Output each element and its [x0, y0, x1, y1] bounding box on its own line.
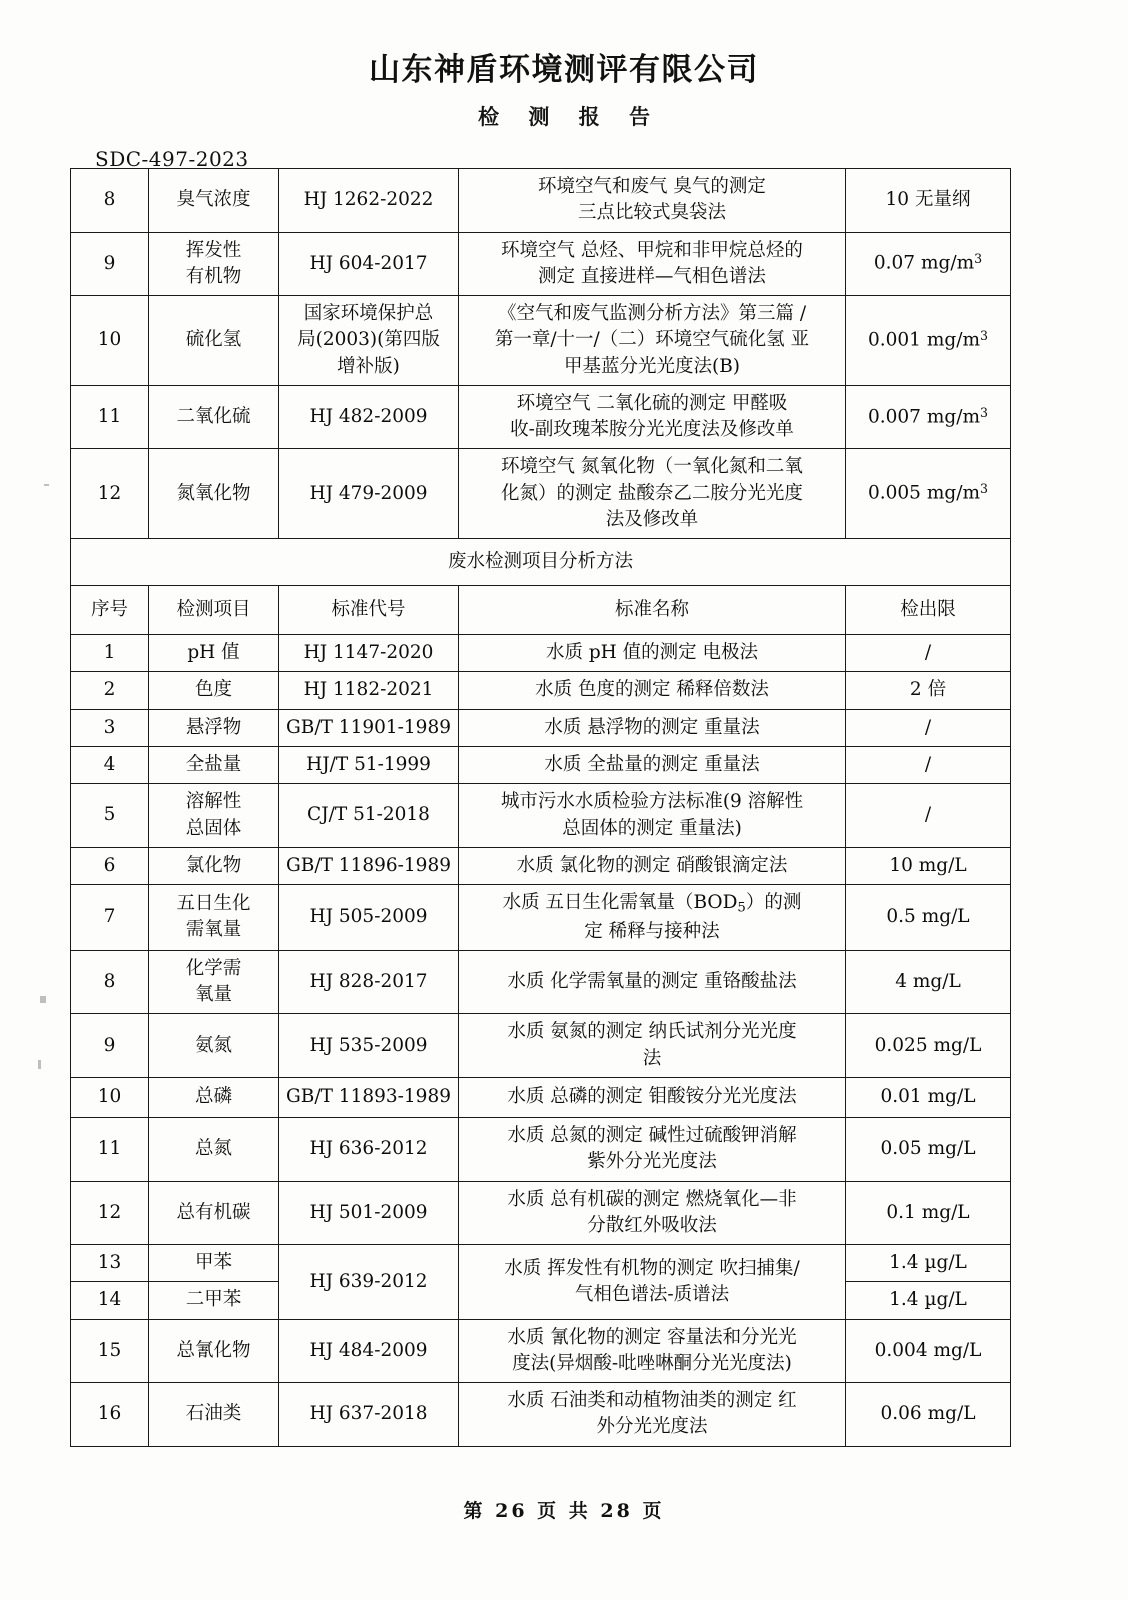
detection-limit-cell: 0.07 $mg/m^3$	[846, 232, 1011, 296]
row-number-cell: 13	[71, 1245, 149, 1282]
standard-code-cell: HJ 1147-2020	[279, 635, 459, 672]
scan-speck	[40, 996, 46, 1003]
standard-name-cell: 城市污水水质检验方法标准(9 溶解性 总固体的测定 重量法)	[459, 784, 846, 848]
row-number-cell: 16	[71, 1383, 149, 1447]
row-number-cell: 11	[71, 1117, 149, 1181]
table-row	[71, 296, 1011, 386]
company-name: 山东神盾环境测评有限公司	[369, 52, 759, 88]
test-item-cell: 二氧化硫	[149, 385, 279, 449]
table-row	[71, 169, 1011, 233]
table-row	[71, 885, 1011, 951]
standard-name-cell: 水质 总有机碳的测定 燃烧氧化—非 分散红外吸收法	[459, 1181, 846, 1245]
document-header	[0, 0, 1128, 171]
table-row	[71, 746, 1011, 783]
test-item-cell: 甲苯	[149, 1245, 279, 1282]
test-item-cell: 色度	[149, 672, 279, 709]
detection-limit-cell: /	[846, 635, 1011, 672]
test-item-cell: 硫化氢	[149, 296, 279, 386]
test-item-cell: 悬浮物	[149, 709, 279, 746]
document-code: SDC-497-2023	[95, 147, 249, 172]
standard-code-cell: HJ 479-2009	[279, 449, 459, 539]
table-row	[71, 1245, 1011, 1282]
row-number-cell: 14	[71, 1282, 149, 1319]
table-row	[71, 709, 1011, 746]
standard-name-cell: 《空气和废气监测分析方法》第三篇 / 第一章/十一/（二）环境空气硫化氢 亚 甲基蓝分光光度法(B)	[459, 296, 846, 386]
test-item-cell: 氨氮	[149, 1014, 279, 1078]
table-row	[71, 1383, 1011, 1447]
row-number-cell: 15	[71, 1319, 149, 1383]
table-row	[71, 449, 1011, 539]
test-item-cell: 总氰化物	[149, 1319, 279, 1383]
column-header-name: 标准名称	[459, 586, 846, 635]
detection-limit-cell: 1.4 µg/L	[846, 1245, 1011, 1282]
test-item-cell: 臭气浓度	[149, 169, 279, 233]
standard-name-cell: 水质 氨氮的测定 纳氏试剂分光光度 法	[459, 1014, 846, 1078]
row-number-cell: 12	[71, 1181, 149, 1245]
standard-code-cell: HJ/T 51-1999	[279, 746, 459, 783]
table-row	[71, 1014, 1011, 1078]
detection-limit-cell: 0.1 mg/L	[846, 1181, 1011, 1245]
row-number-cell: 5	[71, 784, 149, 848]
methods-table-body	[71, 169, 1011, 1447]
standard-name-cell: 水质 化学需氧量的测定 重铬酸盐法	[459, 950, 846, 1014]
test-item-cell: 总有机碳	[149, 1181, 279, 1245]
row-number-cell: 11	[71, 385, 149, 449]
row-number-cell: 2	[71, 672, 149, 709]
test-item-cell: pH 值	[149, 635, 279, 672]
row-number-cell: 7	[71, 885, 149, 951]
row-number-cell: 8	[71, 169, 149, 233]
detection-limit-cell: /	[846, 784, 1011, 848]
row-number-cell: 3	[71, 709, 149, 746]
column-header-code: 标准代号	[279, 586, 459, 635]
standard-name-cell: 环境空气 总烃、甲烷和非甲烷总烃的 测定 直接进样—气相色谱法	[459, 232, 846, 296]
detection-limit-cell: 0.01 mg/L	[846, 1077, 1011, 1117]
detection-limit-cell: 2 倍	[846, 672, 1011, 709]
standard-name-cell: 环境空气和废气 臭气的测定 三点比较式臭袋法	[459, 169, 846, 233]
standard-code-cell: HJ 505-2009	[279, 885, 459, 951]
standard-name-cell: 环境空气 氮氧化物（一氧化氮和二氧 化氮）的测定 盐酸奈乙二胺分光光度 法及修改单	[459, 449, 846, 539]
test-item-cell: 总磷	[149, 1077, 279, 1117]
standard-code-cell: HJ 604-2017	[279, 232, 459, 296]
standard-name-cell: 水质 总磷的测定 钼酸铵分光光度法	[459, 1077, 846, 1117]
standard-code-cell: GB/T 11893-1989	[279, 1077, 459, 1117]
row-number-cell: 6	[71, 847, 149, 884]
detection-limit-cell: 0.007 $mg/m^3$	[846, 385, 1011, 449]
standard-code-cell: HJ 482-2009	[279, 385, 459, 449]
column-header-limit: 检出限	[846, 586, 1011, 635]
standard-name-cell: 水质 总氮的测定 碱性过硫酸钾消解 紫外分光光度法	[459, 1117, 846, 1181]
standard-code-cell: HJ 484-2009	[279, 1319, 459, 1383]
test-item-cell: 挥发性 有机物	[149, 232, 279, 296]
standard-code-cell: HJ 637-2018	[279, 1383, 459, 1447]
table-row	[71, 232, 1011, 296]
standard-code-cell: GB/T 11901-1989	[279, 709, 459, 746]
detection-limit-cell: 0.06 mg/L	[846, 1383, 1011, 1447]
row-number-cell: 12	[71, 449, 149, 539]
standard-code-cell: CJ/T 51-2018	[279, 784, 459, 848]
column-header-row	[71, 586, 1011, 635]
row-number-cell: 4	[71, 746, 149, 783]
standard-name-cell: 水质 氰化物的测定 容量法和分光光 度法(异烟酸-吡唑啉酮分光光度法)	[459, 1319, 846, 1383]
detection-limit-cell: /	[846, 746, 1011, 783]
standard-code-cell: HJ 1262-2022	[279, 169, 459, 233]
table-row	[71, 672, 1011, 709]
standard-code-cell: HJ 636-2012	[279, 1117, 459, 1181]
row-number-cell: 1	[71, 635, 149, 672]
table-row	[71, 635, 1011, 672]
table-row	[71, 1181, 1011, 1245]
table-row	[71, 847, 1011, 884]
row-number-cell: 9	[71, 232, 149, 296]
standard-name-cell: 水质 悬浮物的测定 重量法	[459, 709, 846, 746]
column-header-no: 序号	[71, 586, 149, 635]
detection-limit-cell: 10 mg/L	[846, 847, 1011, 884]
scan-speck	[44, 484, 49, 486]
detection-limit-cell: 0.05 mg/L	[846, 1117, 1011, 1181]
test-item-cell: 氯化物	[149, 847, 279, 884]
standard-code-cell: HJ 501-2009	[279, 1181, 459, 1245]
detection-limit-cell: 0.004 mg/L	[846, 1319, 1011, 1383]
standard-name-cell: 水质 pH 值的测定 电极法	[459, 635, 846, 672]
standard-code-cell: HJ 639-2012	[279, 1245, 459, 1320]
detection-limit-cell: 1.4 µg/L	[846, 1282, 1011, 1319]
standard-code-cell: HJ 828-2017	[279, 950, 459, 1014]
test-item-cell: 二甲苯	[149, 1282, 279, 1319]
test-item-cell: 化学需 氧量	[149, 950, 279, 1014]
table-row	[71, 784, 1011, 848]
row-number-cell: 9	[71, 1014, 149, 1078]
test-item-cell: 氮氧化物	[149, 449, 279, 539]
standard-name-cell: 水质 色度的测定 稀释倍数法	[459, 672, 846, 709]
standard-code-cell: HJ 535-2009	[279, 1014, 459, 1078]
methods-table	[70, 168, 1011, 1447]
scan-speck	[38, 1060, 41, 1069]
column-header-item: 检测项目	[149, 586, 279, 635]
test-item-cell: 总氮	[149, 1117, 279, 1181]
detection-limit-cell: 4 mg/L	[846, 950, 1011, 1014]
standard-name-cell: 水质 五日生化需氧量$(BOD_5)$的测 定 稀释与接种法	[459, 885, 846, 951]
row-number-cell: 10	[71, 296, 149, 386]
table-row	[71, 385, 1011, 449]
standard-name-cell: 水质 氯化物的测定 硝酸银滴定法	[459, 847, 846, 884]
page-footer: 第 26 页 共 28 页	[463, 1500, 665, 1522]
detection-limit-cell: 0.005 $mg/m^3$	[846, 449, 1011, 539]
report-title: 检 测 报 告	[478, 105, 661, 130]
detection-limit-cell: 0.025 mg/L	[846, 1014, 1011, 1078]
table-row	[71, 950, 1011, 1014]
detection-limit-cell: 10 无量纲	[846, 169, 1011, 233]
table-row	[71, 1117, 1011, 1181]
test-item-cell: 全盐量	[149, 746, 279, 783]
test-item-cell: 五日生化 需氧量	[149, 885, 279, 951]
detection-limit-cell: 0.5 mg/L	[846, 885, 1011, 951]
detection-limit-cell: /	[846, 709, 1011, 746]
tables-container	[70, 168, 1010, 1447]
row-number-cell: 10	[71, 1077, 149, 1117]
standard-name-cell: 环境空气 二氧化硫的测定 甲醛吸 收-副玫瑰苯胺分光光度法及修改单	[459, 385, 846, 449]
standard-code-cell: 国家环境保护总 局(2003)(第四版 增补版)	[279, 296, 459, 386]
standard-name-cell: 水质 全盐量的测定 重量法	[459, 746, 846, 783]
table-row	[71, 1077, 1011, 1117]
test-item-cell: 石油类	[149, 1383, 279, 1447]
section-header-row	[71, 539, 1011, 586]
test-item-cell: 溶解性 总固体	[149, 784, 279, 848]
wastewater-section-title: 废水检测项目分析方法	[71, 539, 1011, 586]
standard-name-cell: 水质 石油类和动植物油类的测定 红 外分光光度法	[459, 1383, 846, 1447]
standard-code-cell: GB/T 11896-1989	[279, 847, 459, 884]
detection-limit-cell: 0.001 $mg/m^3$	[846, 296, 1011, 386]
standard-code-cell: HJ 1182-2021	[279, 672, 459, 709]
table-row	[71, 1319, 1011, 1383]
standard-name-cell: 水质 挥发性有机物的测定 吹扫捕集/ 气相色谱法-质谱法	[459, 1245, 846, 1320]
row-number-cell: 8	[71, 950, 149, 1014]
